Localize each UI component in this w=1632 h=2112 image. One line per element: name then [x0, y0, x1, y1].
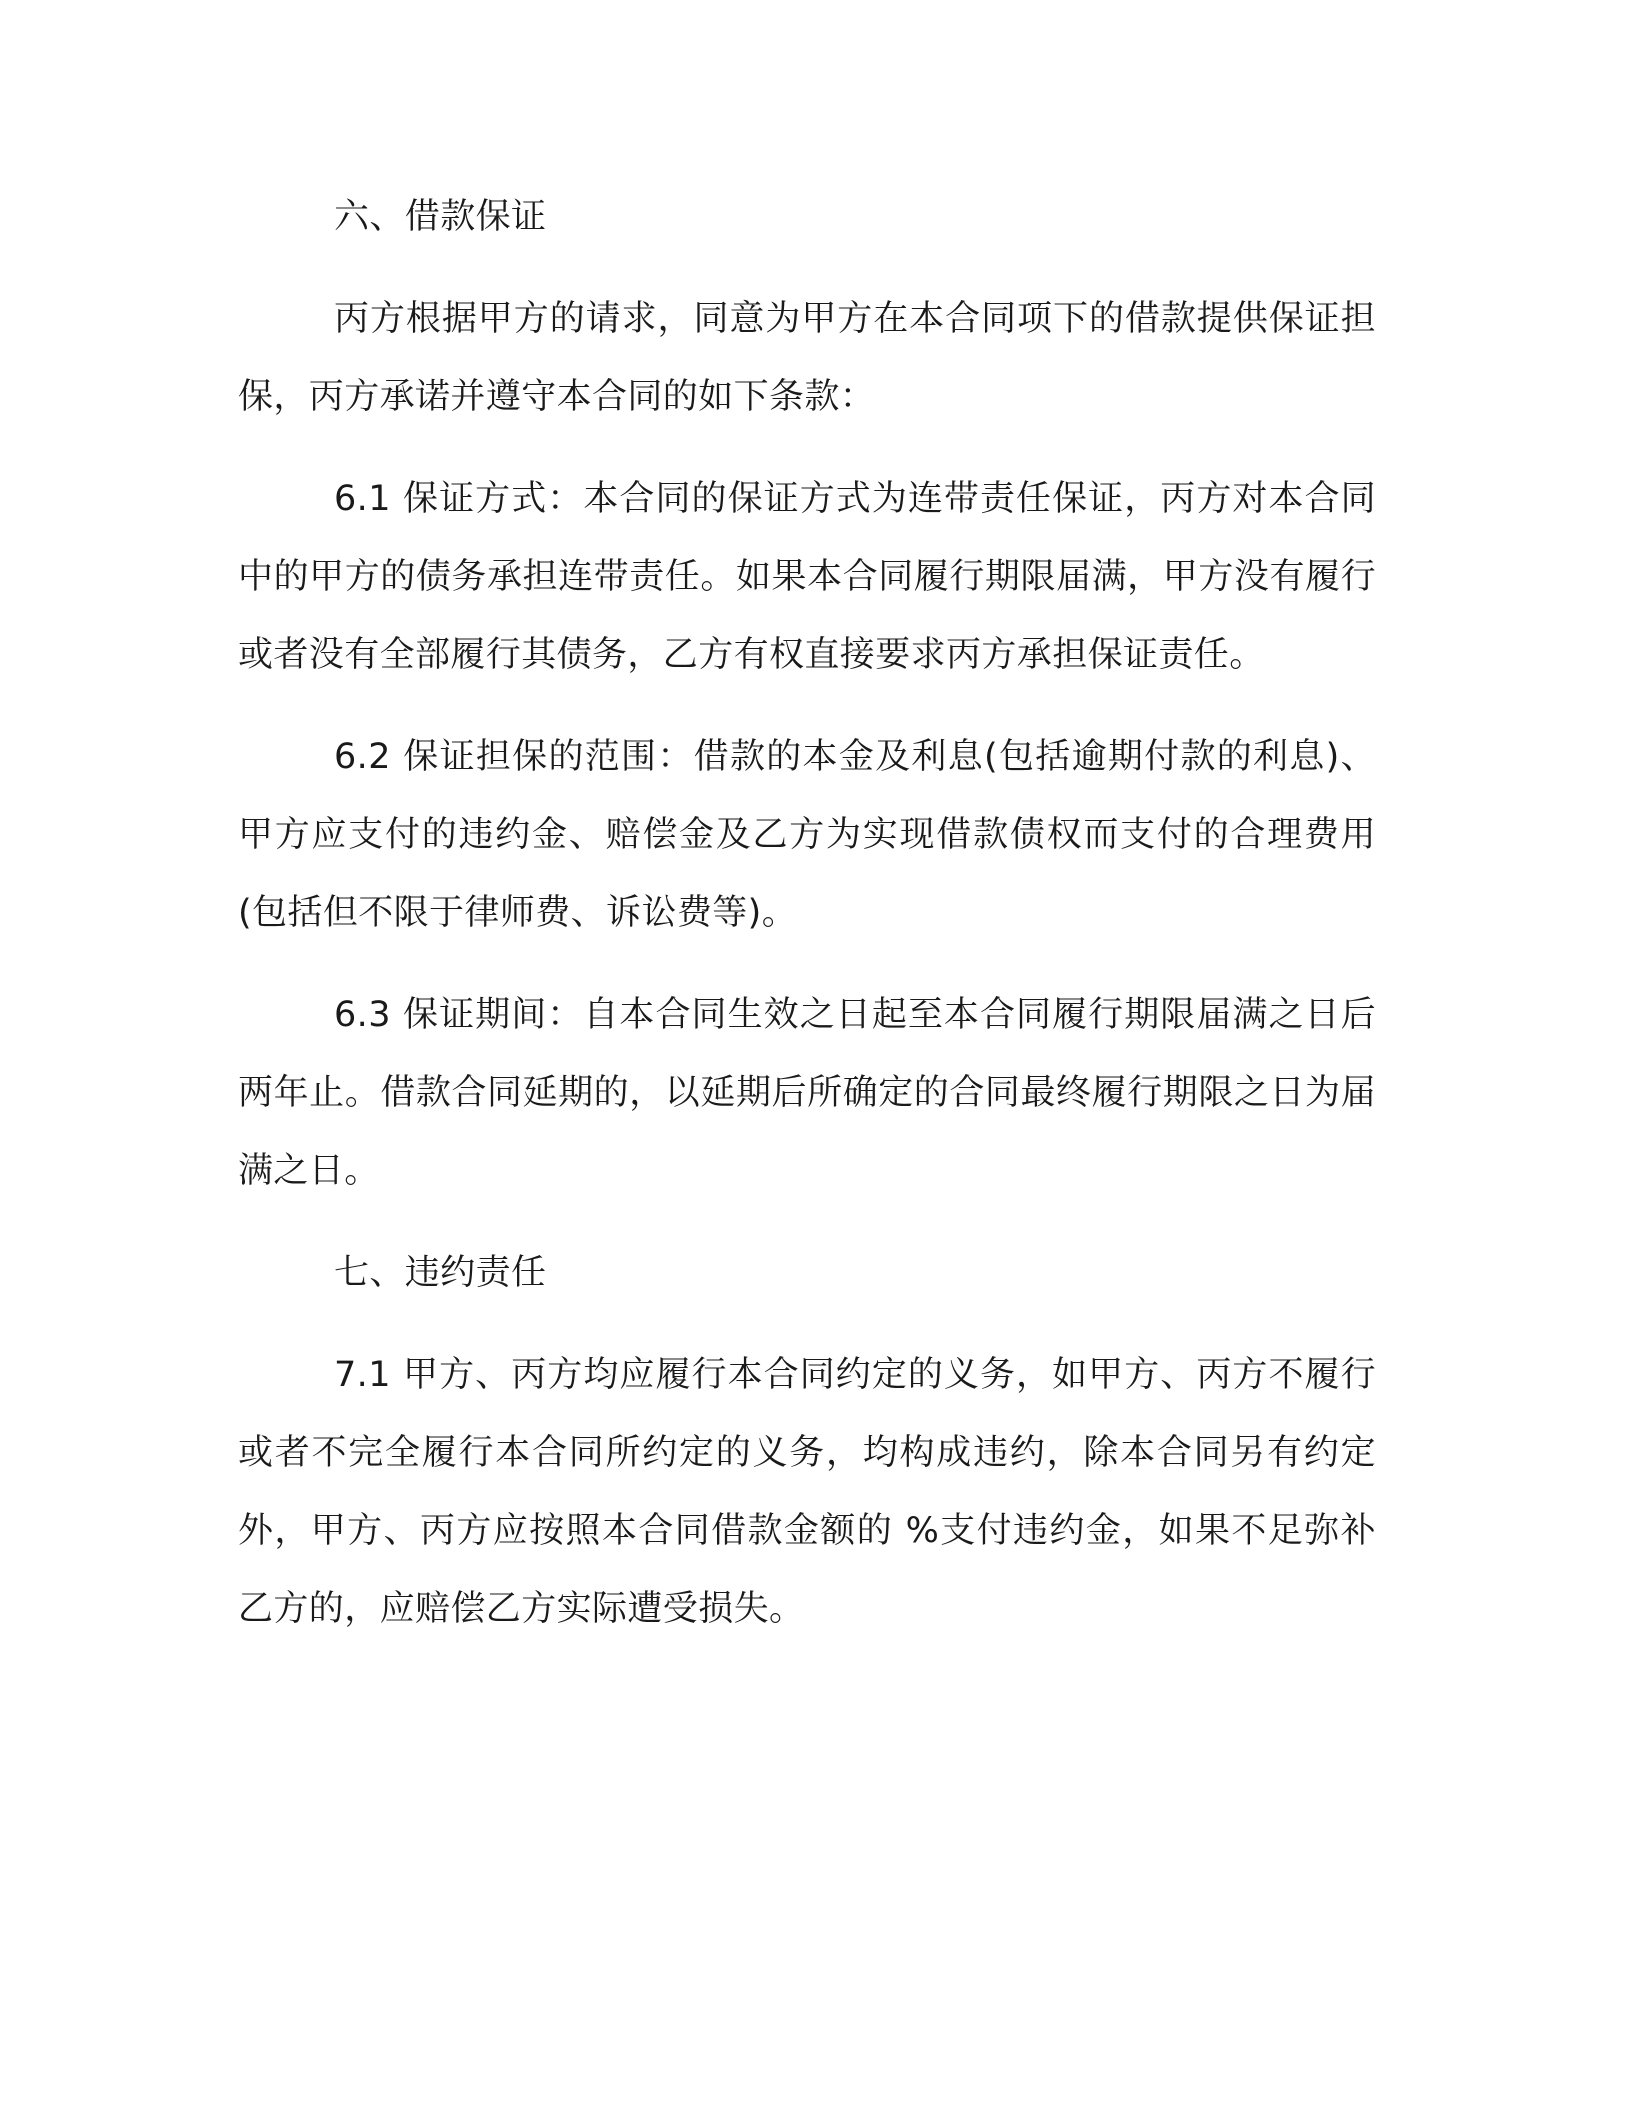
paragraph-clause-6-1: 6.1 保证方式：本合同的保证方式为连带责任保证，丙方对本合同中的甲方的债务承担连带责任。如果本合同履行期限届满，甲方没有履行或者没有全部履行其债务，乙方有权直接要求丙方承担保证责任。	[238, 479, 1376, 675]
section-heading-guarantee: 六、借款保证	[334, 197, 547, 237]
document-body	[238, 178, 1376, 1672]
paragraph-clause-7-1: 7.1 甲方、丙方均应履行本合同约定的义务，如甲方、丙方不履行或者不完全履行本合同所约定的义务，均构成违约，除本合同另有约定外，甲方、丙方应按照本合同借款金额的 %支付违约金，如果不足弥补乙方的，应赔偿乙方实际遭受损失。	[238, 1355, 1376, 1629]
paragraph-clause-6-2: 6.2 保证担保的范围：借款的本金及利息(包括逾期付款的利息)、甲方应支付的违约金、赔偿金及乙方为实现借款债权而支付的合理费用(包括但不限于律师费、诉讼费等)。	[238, 737, 1376, 933]
paragraph-clause-6-3: 6.3 保证期间：自本合同生效之日起至本合同履行期限届满之日后两年止。借款合同延期的，以延期后所确定的合同最终履行期限之日为届满之日。	[238, 995, 1376, 1191]
section-heading-liability: 七、违约责任	[334, 1253, 547, 1293]
paragraph-guarantee-intro: 丙方根据甲方的请求，同意为甲方在本合同项下的借款提供保证担保，丙方承诺并遵守本合同的如下条款：	[238, 299, 1376, 417]
